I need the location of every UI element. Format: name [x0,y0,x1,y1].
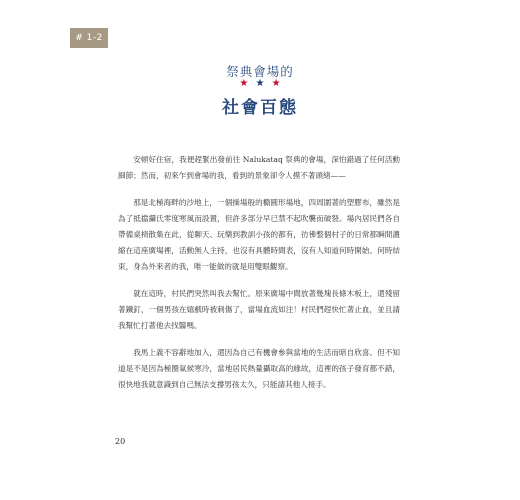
chapter-tag: # 1-2 [70,28,108,48]
page-number: 20 [115,437,126,446]
paragraph: 我馬上義不容辭地加入，還因為自己有機會參與當地的生活而暗自欣喜。但不知道是不是因為極圈氣候寒冷，當地居民熱量攝取高的緣故，這裡的孩子發育都不錯，很快地我就意識到自己無法支撐男孩太久，只能請其他人接手。 [118,348,400,389]
star-icon-left: ★ [239,78,249,89]
chapter-subtitle: 祭典會場的 [226,64,294,79]
star-divider [0,78,520,90]
body-text [118,152,400,404]
paragraph: 安頓好住宿，我便趕緊出發前往 Nalukataq 祭典的會場，深怕錯過了任何活動細節；然而，初來乍到會場的我，看到的景象卻令人摸不著頭緒—— [118,155,400,180]
paragraph: 那是北極海畔的沙地上，一個操場般的橢圓形場地，四周圍著的塑膠布，雖然是為了抵擋攝氏零度寒風而設置，但許多部分早已禁不起吹襲而破裂。場內居民們各自帶備桌椅散集在此，從聊天、玩樂到教訓小孩的都有，彷彿整個村子的日常都瞬間濃縮在這座廣場裡，活動無人主持，也沒有具體時間表，沒有人知道何時開始、何時結束，身為外來者的我，唯一能做的就是用雙眼觀察。 [118,198,400,271]
star-icon-right: ★ [271,78,281,89]
chapter-title: 社會百態 [222,98,298,118]
paragraph: 就在這時，村民們突然叫我去幫忙。原來廣場中間放著幾塊長條木板上，還殘留著鐵釘，一個男孩在嬉戲時被刺傷了，當場血流如注！村民們趕快忙著止血，並且請我幫忙打著他去找醫嗎。 [118,289,400,330]
star-icon-center: ★ [255,78,265,89]
